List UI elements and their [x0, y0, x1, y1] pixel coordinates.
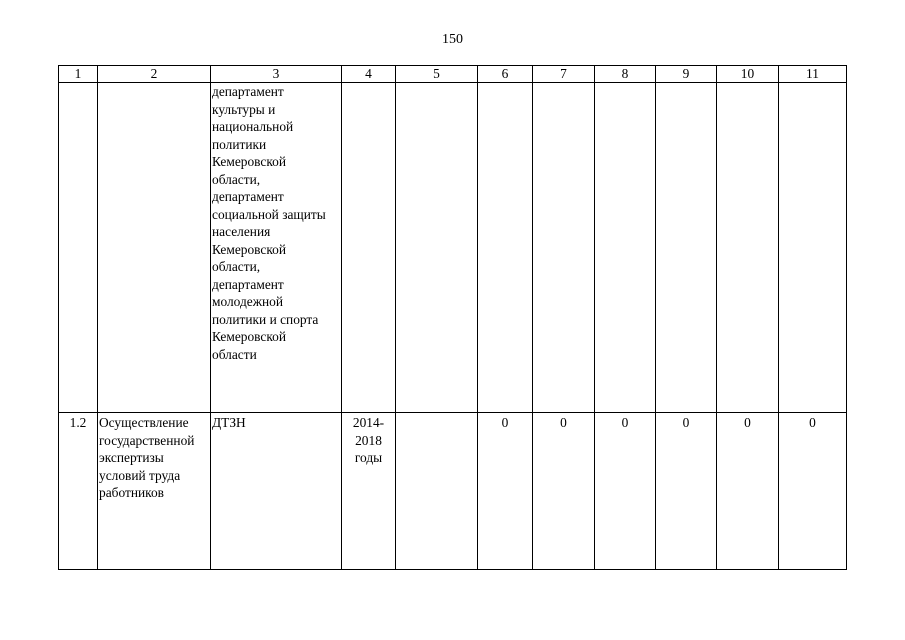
table-row	[59, 83, 847, 413]
period-cell: 2014- 2018 годы	[342, 413, 396, 570]
executor-cell: ДТЗН	[211, 413, 342, 570]
column-header: 10	[717, 66, 779, 83]
column-header: 6	[478, 66, 533, 83]
row-number-cell: 1.2	[59, 413, 98, 570]
measure-name-cell	[98, 83, 211, 413]
value-cell	[396, 83, 478, 413]
table-header-row	[59, 66, 847, 83]
value-cell	[779, 83, 847, 413]
period-cell	[342, 83, 396, 413]
column-header: 5	[396, 66, 478, 83]
column-header: 7	[533, 66, 595, 83]
column-header: 3	[211, 66, 342, 83]
executor-cell: департамент культуры и национальной политики Кемеровской области, департамент социальной защиты населения Кемеровской области, департамент молодежной политики и спорта Кемеровской области	[211, 83, 342, 413]
column-header: 11	[779, 66, 847, 83]
value-cell: 0	[656, 413, 717, 570]
column-header: 4	[342, 66, 396, 83]
value-cell: 0	[478, 413, 533, 570]
measure-name-cell: Осуществление государственной экспертизы условий труда работников	[98, 413, 211, 570]
column-header: 9	[656, 66, 717, 83]
table-row	[59, 413, 847, 570]
value-cell	[533, 83, 595, 413]
column-header: 1	[59, 66, 98, 83]
value-cell	[717, 83, 779, 413]
value-cell: 0	[595, 413, 656, 570]
value-cell	[595, 83, 656, 413]
value-cell	[396, 413, 478, 570]
page-number: 150	[442, 32, 463, 47]
column-header: 2	[98, 66, 211, 83]
data-table	[58, 65, 847, 570]
value-cell: 0	[779, 413, 847, 570]
value-cell: 0	[533, 413, 595, 570]
column-header: 8	[595, 66, 656, 83]
value-cell	[656, 83, 717, 413]
value-cell: 0	[717, 413, 779, 570]
row-number-cell	[59, 83, 98, 413]
value-cell	[478, 83, 533, 413]
